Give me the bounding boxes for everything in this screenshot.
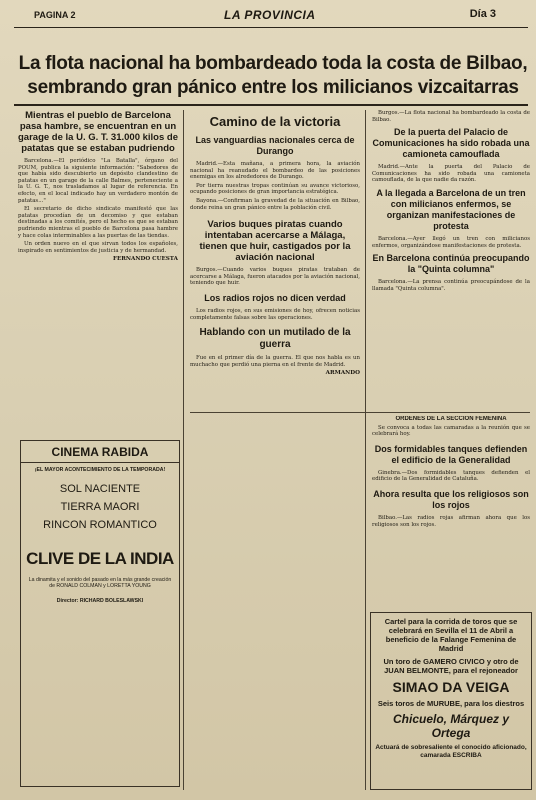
orders-title: ORDENES DE LA SECCION FEMENINA [395, 416, 507, 422]
column-divider [183, 110, 184, 790]
article-title: Mientras el pueblo de Barcelona pasa hambre, se encuentran en un garage de la U. G. T. 31.000 kilos de patatas que se estaban pudriendo [18, 110, 178, 154]
page-number: PAGINA 2 [34, 10, 76, 20]
news-paragraph: Barcelona.—Ayer llegó un tren con milicianos enfermos, organizándose manifestaciones de protesta. [372, 235, 530, 249]
section-title: Camino de la victoria [209, 114, 341, 129]
short-news-column [372, 110, 530, 410]
poster-murube: Seis toros de MURUBE, para los diestros [377, 699, 525, 708]
article-paragraph: Barcelona.—El periódico "La Batalla", órgano del POUM, publica la siguiente información: "Sabedores de que había sido descubierto un depósito clandestino de patatas en un garage de la calle Balmes, perteneciente a la U. G. T., nos trasladamos al lugar de referencia. En efecto, en el local indicado hay un verdadero montón de patatas..." [18, 158, 178, 204]
film-title: TIERRA MAORI [60, 501, 140, 514]
news-paragraph: Bayona.—Confirman la gravedad de la situación en Bilbao, donde reina un gran pánico entre la población civil. [190, 197, 360, 211]
film-title: RINCON ROMANTICO [43, 519, 157, 532]
poster-title: Cartel para la corrida de toros que se celebrará en Sevilla el 11 de Abril a beneficio de la Falange Femenina de Madrid [384, 617, 518, 653]
article-paragraph: Un orden nuevo en el que sirvan todos los españoles, inspirado en sentimientos de justicia y de hermandad. [18, 241, 178, 254]
masthead [14, 8, 526, 24]
news-paragraph: Burgos.—La flota nacional ha bombardeado la costa de Bilbao. [372, 110, 530, 123]
cinema-intro: ¡EL MAYOR ACONTECIMIENTO DE LA TEMPORADA! [34, 467, 166, 473]
film-director: Director: RICHARD BOLESLAWSKI [56, 597, 144, 604]
news-subtitle: Las vanguardias nacionales cerca de Durango [195, 135, 355, 156]
news-subtitle: Hablando con un mutilado de la guerra [199, 327, 351, 351]
main-headline: La flota nacional ha bombardeado toda la costa de Bilbao, sembrando gran pánico entre los milicianos vizcaitarras [18, 53, 528, 98]
news-paragraph: Bilbao.—Las radios rojas afirman ahora que los religiosos son los rojos. [372, 514, 530, 528]
news-subtitle: Ahora resulta que los religiosos son los rojos [373, 488, 529, 510]
news-subtitle: En Barcelona continúa preocupando la "Quinta columna" [372, 253, 530, 275]
news-subtitle: Los radios rojos no dicen verdad [204, 292, 346, 303]
poster-sobresaliente: Actuará de sobresaliente el conocido aficionado, camarada ESCRIBA [375, 744, 527, 759]
news-subtitle: A la llegada a Barcelona de un tren con milicianos enfermos, se organizan manifestaciones de protesta [376, 187, 526, 231]
masthead-rule [14, 27, 528, 28]
news-paragraph: Ginebra.—Dos formidables tanques defienden el edificio de la Generalidad de Cataluña. [372, 469, 530, 483]
cinema-title: CINEMA RABIDA [21, 445, 179, 463]
news-paragraph: Fue en el primer día de la guerra. El que nos habla es un muchacho que perdió una pierna en el frente de Madrid. [190, 355, 360, 368]
news-paragraph: Madrid.—Ante la puerta del Palacio de Comunicaciones ha sido robada una camioneta camouflada, de la que nadie da razón. [372, 164, 530, 184]
article-paragraph: El secretario de dicho sindicato manifestó que las patatas procedían de un decomiso y que estaban destinadas a los comités, pero el hecho es que se estaban pudriendo mientras el pueblo de Barcelona pasa hambre y hace colas interminables a las puertas de las tiendas. [18, 206, 178, 239]
featured-film: CLIVE DE LA INDIA [26, 549, 174, 569]
news-subtitle: Varios buques piratas cuando intentaban acercarse a Málaga, tienen que huir, castigados por la aviación nacional [199, 219, 351, 264]
lower-news-column [372, 416, 530, 604]
poster-toreros: Chicuelo, Márquez y Ortega [392, 712, 510, 740]
news-paragraph: Barcelona.—La prensa continúa preocupándose de la llamada "Quinta columna". [372, 279, 530, 292]
news-paragraph: Los radios rojos, en sus emisiones de hoy, ofrecen noticias completamente falsas sobre las operaciones. [190, 307, 360, 321]
poster-bulls: Un toro de GAMERO CIVICO y otro de JUAN BELMONTE, para el rejoneador [383, 657, 519, 675]
news-subtitle: De la puerta del Palacio de Comunicaciones ha sido robada una camioneta camouflada [372, 127, 530, 160]
section-divider [190, 412, 530, 413]
news-paragraph: Se convoca a todas las camaradas a la reunión que se celebrará hoy. [372, 424, 530, 438]
newspaper-title: LA PROVINCIA [224, 8, 316, 22]
page-date: Día 3 [469, 8, 496, 20]
war-news-column [190, 110, 360, 790]
article-potatoes [18, 110, 178, 432]
cinema-ad [20, 440, 180, 787]
signature: ARMANDO [325, 370, 360, 377]
headline-rule [14, 104, 528, 106]
news-paragraph: Madrid.—Esta mañana, a primera hora, la aviación nacional ha reanudado el bombardeo de las posiciones enemigas en los alrededores de Durango. [190, 161, 360, 181]
signature: FERNANDO CUESTA [113, 256, 178, 263]
news-paragraph: Burgos.—Cuando varios buques piratas trataban de acercarse a Málaga, fueron atacados por la aviación nacional, teniendo que huir. [190, 267, 360, 287]
news-paragraph: Por tierra nuestras tropas continúan su avance victorioso, ocupando posiciones de gran importancia estratégica. [190, 182, 360, 196]
bullfight-poster [370, 612, 532, 790]
column-divider [365, 110, 366, 790]
poster-rejoneador: SIMAO DA VEIGA [392, 679, 510, 695]
film-title: SOL NACIENTE [59, 483, 141, 496]
news-subtitle: Dos formidables tanques defienden el edificio de la Generalidad [374, 443, 528, 465]
film-description: La dinamita y el sonido del pasado en la más grande creación de RONALD COLMAN y LORETTA YOUNG [28, 577, 172, 590]
